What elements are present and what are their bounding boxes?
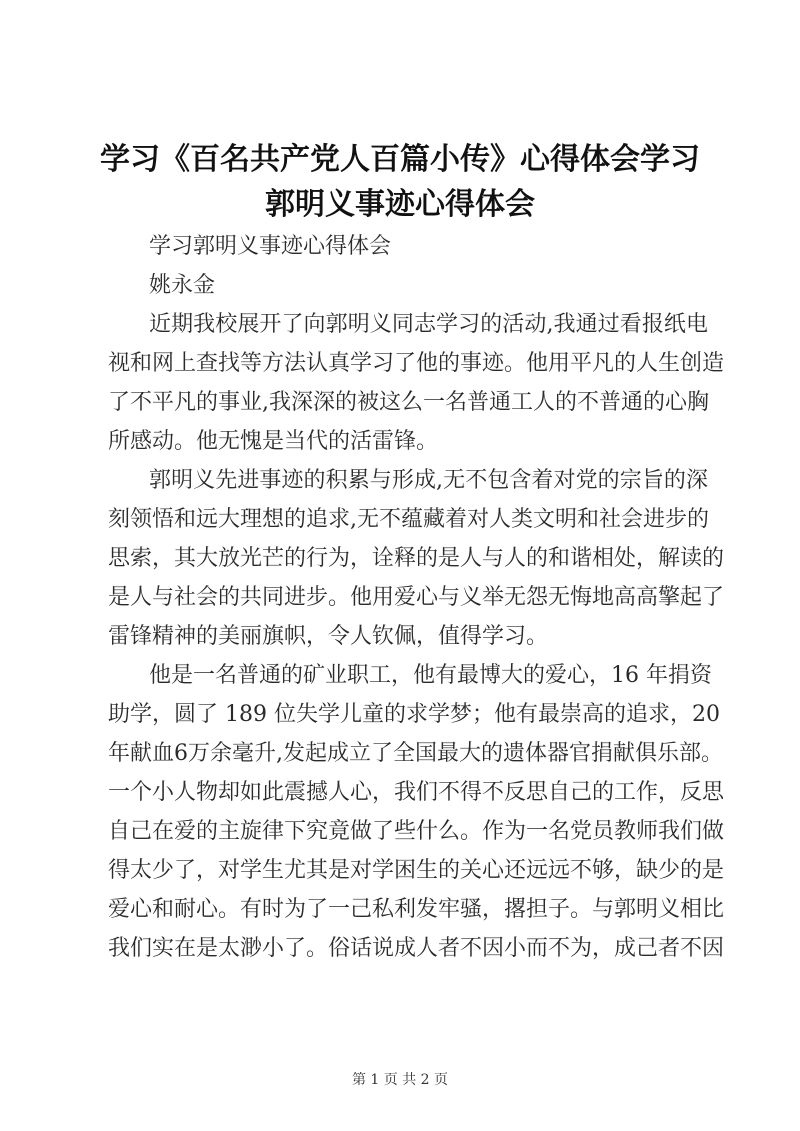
body-line: 爱心和耐心。有时为了一己私利发牢骚，撂担子。与郭明义相比 <box>108 897 725 922</box>
body-line: 我们实在是太渺小了。俗话说成人者不因小而不为，成己者不因 <box>108 936 725 961</box>
body-line: 是人与社会的共同进步。他用爱心与义举无怨无悔地高高擎起了 <box>108 585 725 610</box>
body-line: 刻领悟和远大理想的追求,无不蕴藏着对人类文明和社会进步的 <box>108 507 709 532</box>
body-line: 视和网上查找等方法认真学习了他的事迹。他用平凡的人生创造 <box>108 351 725 376</box>
body-line: 助学，圆了 189 位失学儿童的求学梦；他有最崇高的追求，20 <box>108 702 720 727</box>
page-footer: 第 1 页 共 2 页 <box>351 1072 449 1088</box>
body-line: 了不平凡的事业,我深深的被这么一名普通工人的不普通的心胸 <box>108 390 709 415</box>
subtitle: 学习郭明义事迹心得体会 <box>149 234 392 259</box>
body-line: 自己在爱的主旋律下究竟做了些什么。作为一名党员教师我们做 <box>108 819 725 844</box>
body-line: 雷锋精神的美丽旗帜，令人钦佩，值得学习。 <box>108 624 549 649</box>
body-line: 一个小人物却如此震撼人心，我们不得不反思自己的工作，反思 <box>108 780 725 805</box>
document-title-line-1: 学习《百名共产党人百篇小传》心得体会学习 <box>100 142 700 177</box>
author: 姚永金 <box>149 273 216 298</box>
body-line: 近期我校展开了向郭明义同志学习的活动,我通过看报纸电 <box>149 312 708 337</box>
body-line: 得太少了，对学生尤其是对学困生的关心还远远不够，缺少的是 <box>108 858 725 883</box>
body-line: 所感动。他无愧是当代的活雷锋。 <box>108 429 439 454</box>
document-title-line-2: 郭明义事迹心得体会 <box>265 187 535 222</box>
body-line: 思索，其大放光芒的行为，诠释的是人与人的和谐相处，解读的 <box>108 546 725 571</box>
body-line: 他是一名普通的矿业职工，他有最博大的爱心，16 年捐资 <box>149 663 712 688</box>
body-line: 年献血6万余毫升,发起成立了全国最大的遗体器官捐献俱乐部。 <box>108 741 723 766</box>
body-line: 郭明义先进事迹的积累与形成,无不包含着对党的宗旨的深 <box>149 468 708 493</box>
